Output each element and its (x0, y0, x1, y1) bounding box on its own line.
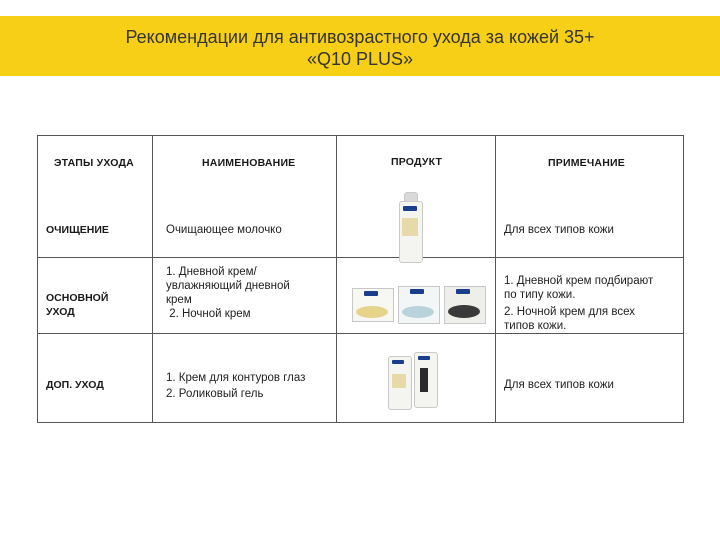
row3-note: Для всех типов кожи (504, 379, 614, 391)
row2-note-line: типов кожи. (504, 320, 567, 332)
cream-jars-product-image (350, 284, 490, 326)
row3-stage: ДОП. УХОД (46, 379, 104, 391)
milk-bottle-product-image (390, 192, 430, 264)
column-divider (152, 136, 153, 422)
row1-name: Очищающее молочко (166, 224, 282, 236)
row1-stage: ОЧИЩЕНИЕ (46, 224, 109, 236)
header-stages: ЭТАПЫ УХОДА (54, 157, 134, 169)
row2-name-line: увлажняющий дневной (166, 280, 290, 292)
row-divider (38, 257, 683, 258)
row2-note-line: 2. Ночной крем для всех (504, 306, 635, 318)
row3-name-line: 2. Роликовый гель (166, 388, 264, 400)
row2-name-line: 2. Ночной крем (166, 308, 251, 320)
row1-note: Для всех типов кожи (504, 224, 614, 236)
header-note: ПРИМЕЧАНИЕ (548, 157, 625, 169)
row2-name (166, 265, 290, 321)
row2-note-line: по типу кожи. (504, 289, 576, 301)
column-divider (495, 136, 496, 422)
row2-name-line: крем (166, 294, 192, 306)
column-divider (336, 136, 337, 422)
eye-cream-product-image (386, 348, 446, 410)
row2-note-line: 1. Дневной крем подбирают (504, 275, 654, 287)
row2-stage (46, 291, 108, 319)
row3-name-line: 1. Крем для контуров глаз (166, 372, 306, 384)
row3-name (166, 371, 305, 401)
row2-stage-line: УХОД (46, 306, 75, 318)
recommendation-table (37, 135, 684, 423)
row2-note (504, 274, 653, 333)
row-divider (38, 333, 683, 334)
row2-stage-line: ОСНОВНОЙ (46, 292, 109, 304)
page-title (0, 26, 720, 70)
title-line-2: «Q10 PLUS» (306, 49, 414, 69)
row2-name-line: 1. Дневной крем/ (166, 266, 257, 278)
header-product: ПРОДУКТ (391, 156, 443, 168)
header-name: НАИМЕНОВАНИЕ (202, 157, 296, 169)
title-line-1: Рекомендации для антивозрастного ухода за кожей 35+ (125, 27, 595, 47)
